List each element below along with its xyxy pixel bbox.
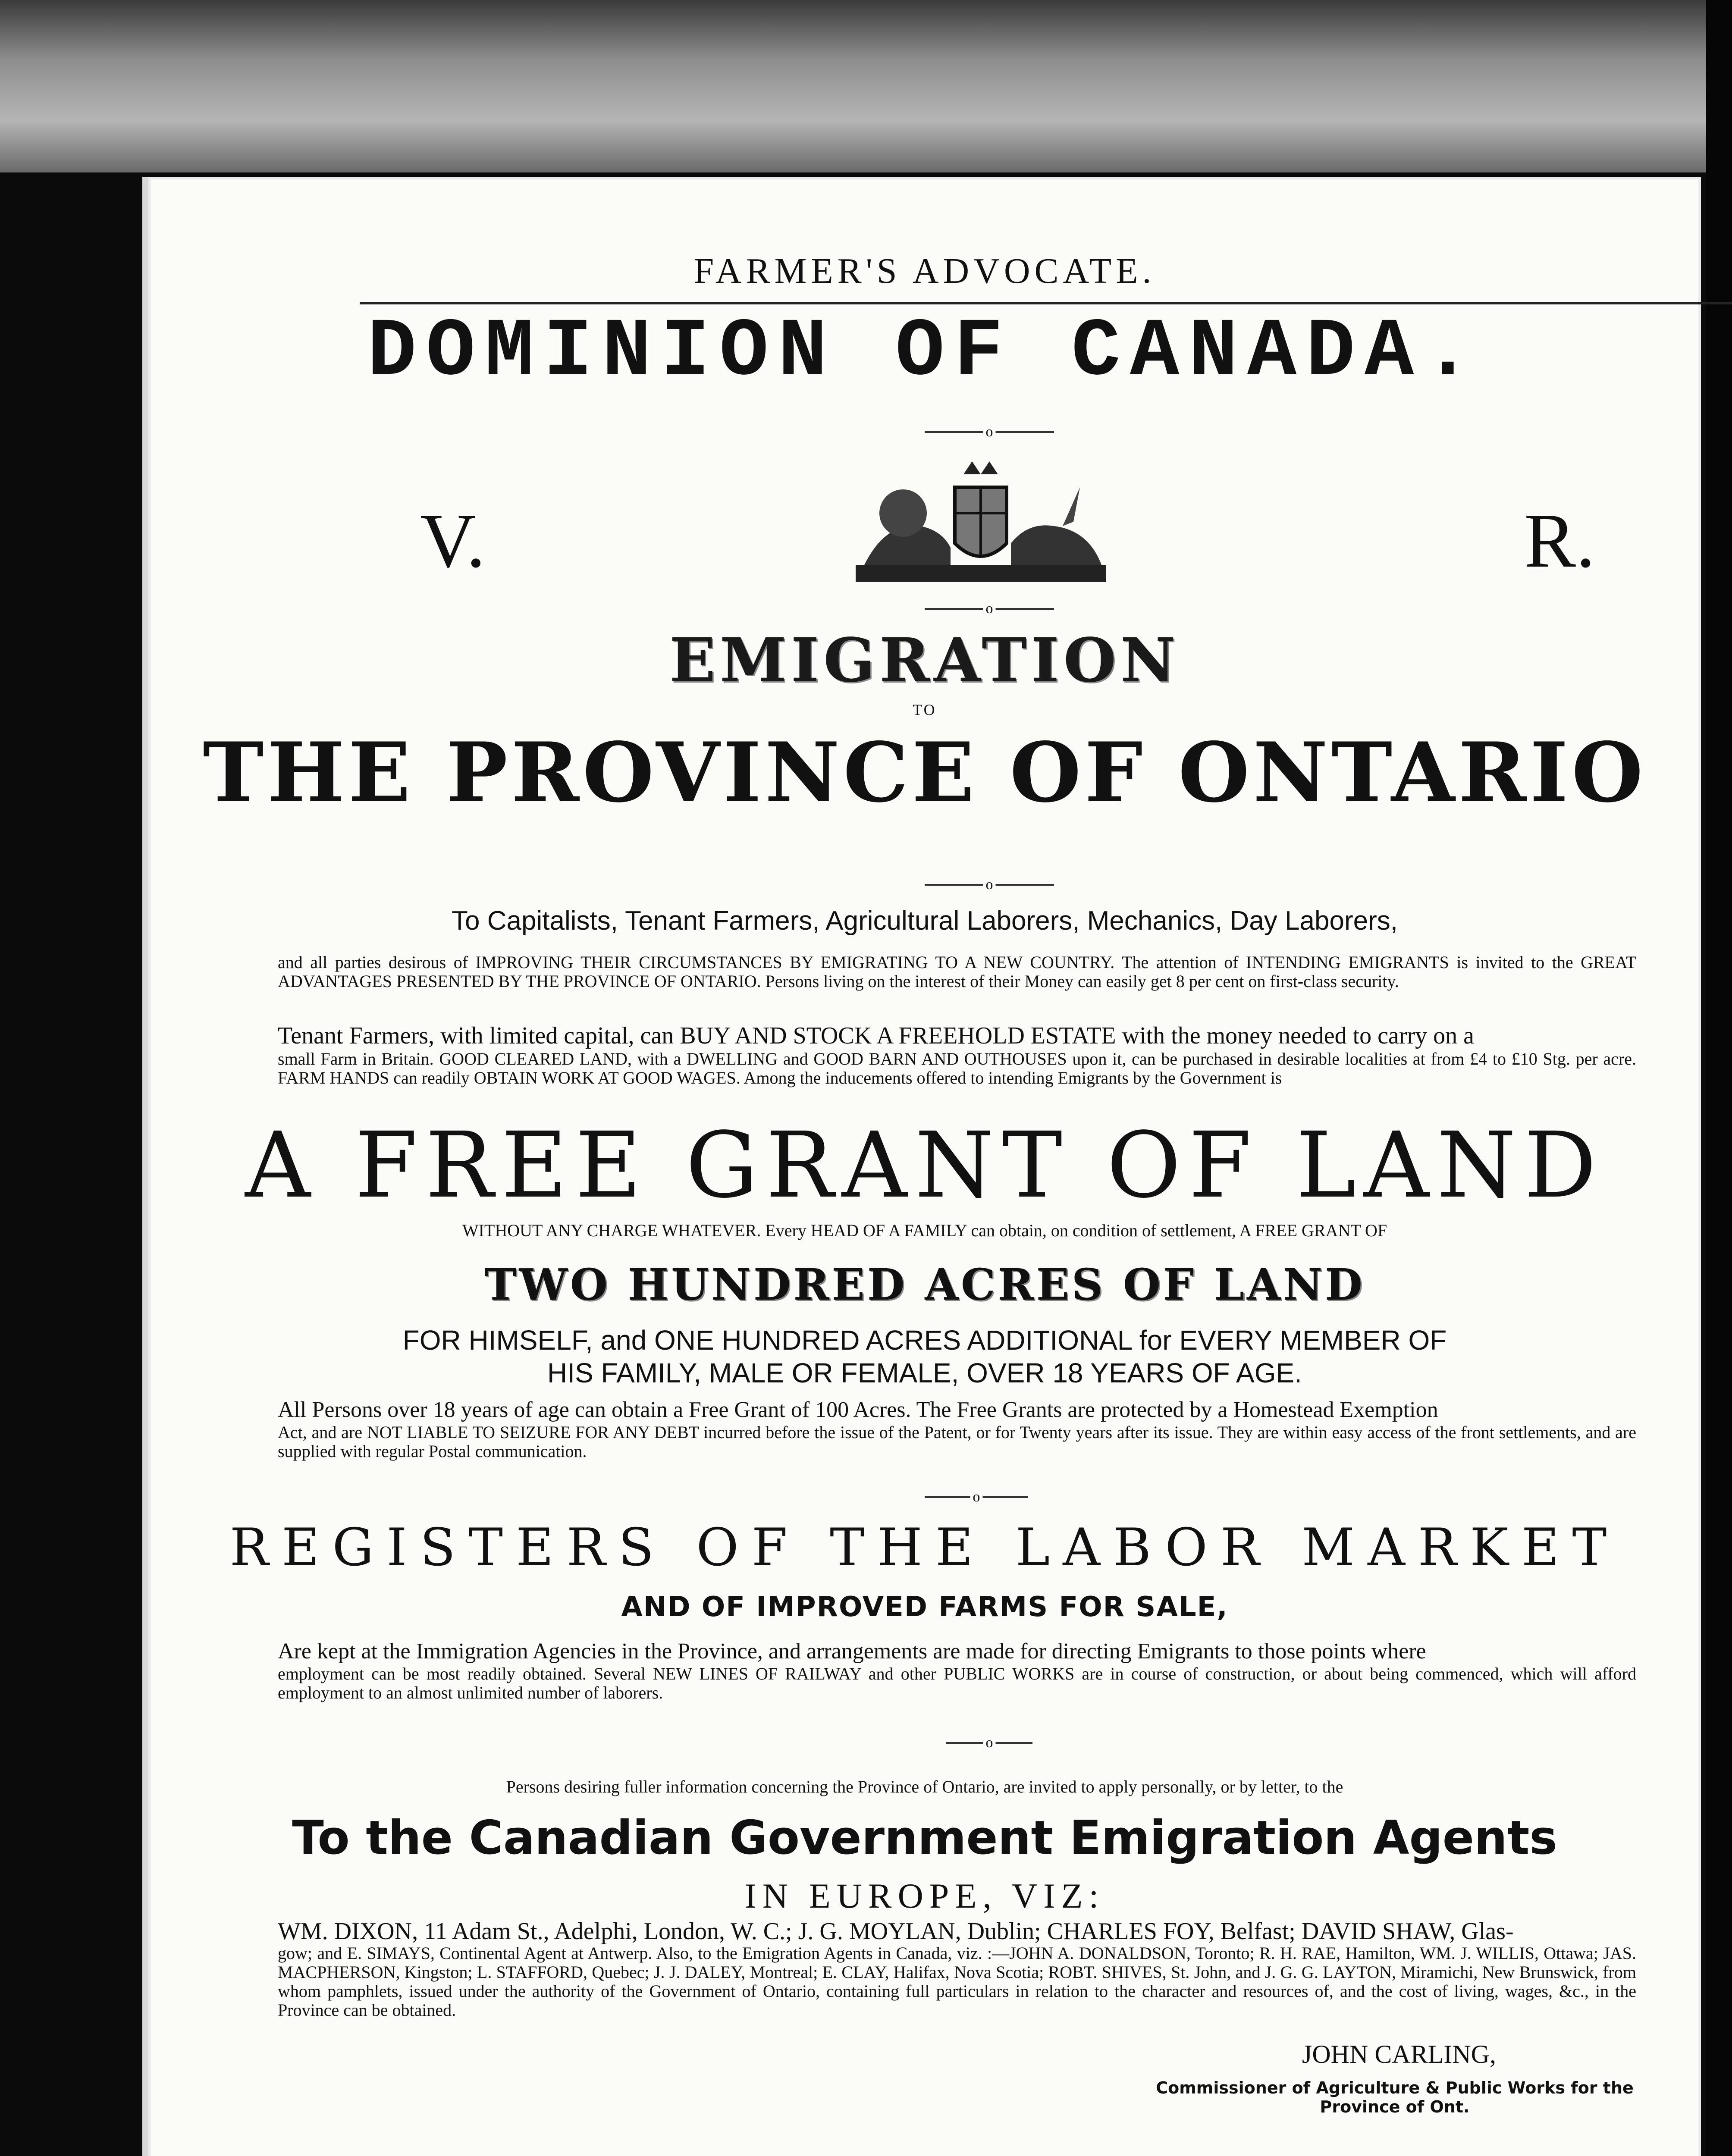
- for-himself-line-2: HIS FAMILY, MALE OR FEMALE, OVER 18 YEARS OF AGE.: [547, 1357, 1302, 1388]
- heading-registers: REGISTERS OF THE LABOR MARKET: [229, 1518, 1620, 1578]
- for-himself-block: [148, 1324, 1701, 1389]
- signatory-name: JOHN CARLING,: [1302, 2040, 1496, 2068]
- monogram-left: V.: [420, 498, 486, 583]
- heading-emigration: EMIGRATION: [669, 625, 1180, 696]
- heading-two-hundred-acres: TWO HUNDRED ACRES OF LAND: [484, 1259, 1365, 1310]
- are-kept-rest: employment can be most readily obtained. Several NEW LINES OF RAILWAY and other PUBLIC WORKS are in course of construction, or about being commenced, which will afford employment to an almost unlimited number of laborers.: [278, 1664, 1636, 1702]
- without-charge-line: WITHOUT ANY CHARGE WHATEVER. Every HEAD OF A FAMILY can obtain, on condition of settlement, A FREE GRANT OF: [462, 1221, 1387, 1240]
- signatory-title: Commissioner of Agriculture & Public Works for the Province of Ont.: [1156, 2078, 1634, 2116]
- ornament-rule-4: o: [925, 1496, 1028, 1498]
- monogram-right: R.: [1524, 498, 1596, 583]
- address-line: To Capitalists, Tenant Farmers, Agricultural Laborers, Mechanics, Day Laborers,: [452, 906, 1398, 936]
- are-kept-lead: Are kept at the Immigration Agencies in the Province, and arrangements are made for directing Emigrants to those points where: [278, 1639, 1426, 1664]
- ornament-rule-3: o: [925, 884, 1054, 886]
- agents-list-rest: gow; and E. SIMAYS, Continental Agent at Antwerp. Also, to the Emigration Agents in Canada, viz. :—JOHN A. DONALDSON, Toronto; R. H. RAE, Hamilton, WM. J. WILLIS, Ottawa; JAS. MACPHERSON, Kingston; L. STAFFORD, Quebec; J. J. DALEY, Montreal; E. CLAY, Halifax, Nova Scotia; ROBT. SHIVES, St. John, and J. G. G. LAYTON, Miramichi, New Brunswick, from whom pamphlets, issued under the authority of the Government of Ontario, containing full particulars in relation to the character and resources of, and the cost of living, wages, &c., in the Province can be obtained.: [278, 1943, 1636, 2020]
- all-persons-rest: Act, and are NOT LIABLE TO SEIZURE FOR ANY DEBT incurred before the issue of the Patent, or for Twenty years after its issue. They are within easy access of the front settlements, and are supplied with regular Postal communication.: [278, 1423, 1636, 1461]
- advertisement-page: [142, 177, 1701, 2156]
- heading-to: TO: [913, 701, 937, 718]
- heading-emigration-agents: To the Canadian Government Emigration Agents: [292, 1811, 1557, 1865]
- royal-coat-of-arms-icon: [847, 461, 1114, 591]
- all-persons-lead: All Persons over 18 years of age can obtain a Free Grant of 100 Acres. The Free Grants are protected by a Homestead Exemption: [278, 1398, 1438, 1422]
- header-rule: [360, 302, 1732, 304]
- headline-dominion: DOMINION OF CANADA.: [367, 306, 1482, 399]
- persons-desiring-line: Persons desiring fuller information concerning the Province of Ontario, are invited to apply personally, or by letter, to the: [506, 1777, 1343, 1796]
- ornament-rule-2: o: [925, 608, 1054, 610]
- tenant-farmers-paragraph: [278, 1022, 1636, 1087]
- are-kept-paragraph: [278, 1639, 1636, 1702]
- journal-title: FARMER'S ADVOCATE.: [693, 251, 1156, 291]
- scan-background-right: [1706, 0, 1732, 2156]
- parties-paragraph: and all parties desirous of IMPROVING THEIR CIRCUMSTANCES BY EMIGRATING TO A NEW COUNTRY. The attention of INTENDING EMIGRANTS is invited to the GREAT ADVANTAGES PRESENTED BY THE PROVINCE OF ONTARIO. Persons living on the interest of their Money can easily get 8 per cent on first-class security.: [278, 953, 1636, 991]
- heading-free-grant: A FREE GRANT OF LAND: [245, 1112, 1604, 1218]
- heading-improved-farms: AND OF IMPROVED FARMS FOR SALE,: [621, 1591, 1228, 1623]
- ornament-rule-5: o: [946, 1742, 1032, 1744]
- heading-province-of-ontario: THE PROVINCE OF ONTARIO: [203, 724, 1647, 821]
- all-persons-paragraph: [278, 1397, 1636, 1461]
- for-himself-line-1: FOR HIMSELF, and ONE HUNDRED ACRES ADDITIONAL for EVERY MEMBER OF: [402, 1325, 1447, 1356]
- tenant-lead: Tenant Farmers, with limited capital, can BUY AND STOCK A FREEHOLD ESTATE with the money needed to carry on a: [278, 1022, 1474, 1049]
- ornament-rule-1: o: [925, 431, 1054, 433]
- agents-list-lead: WM. DIXON, 11 Adam St., Adelphi, London, W. C.; J. G. MOYLAN, Dublin; CHARLES FOY, Belfast; DAVID SHAW, Glas-: [278, 1918, 1514, 1945]
- tenant-rest: small Farm in Britain. GOOD CLEARED LAND, with a DWELLING and GOOD BARN AND OUTHOUSES upon it, can be purchased in desirable localities at from £4 to £10 Stg. per acre. FARM HANDS can readily OBTAIN WORK AT GOOD WAGES. Among the inducements offered to intending Emigrants by the Government is: [278, 1049, 1636, 1087]
- heading-in-europe: IN EUROPE, VIZ:: [744, 1876, 1105, 1915]
- agents-list-paragraph: [278, 1919, 1636, 2020]
- scan-background-top: [0, 0, 1732, 172]
